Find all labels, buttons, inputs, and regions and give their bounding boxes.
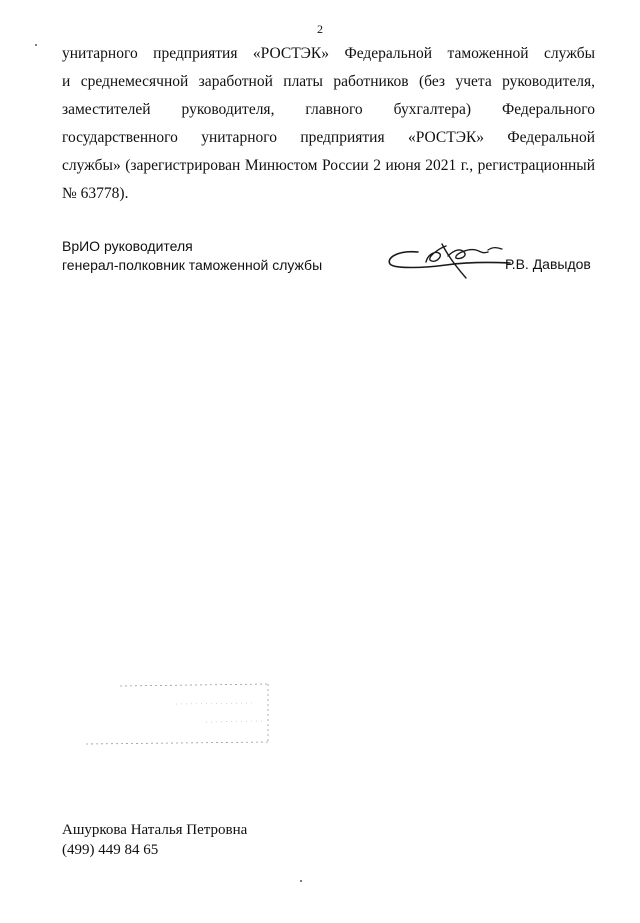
executor-block [62,820,247,860]
body-line: заместителей руководителя, главного бухгалтера) Федерального [62,101,595,118]
signatory-position: ВрИО руководителя [62,238,193,254]
body-line: унитарного предприятия «РОСТЭК» Федеральной таможенной службы [62,45,595,62]
signatory-rank: генерал-полковник таможенной службы [62,257,323,273]
body-line: № 63778). [62,185,129,202]
executor-name: Ашуркова Наталья Петровна [62,822,248,838]
body-line: и среднемесячной заработной платы работников (без учета руководителя, [62,73,595,90]
scan-speck [35,44,37,46]
page-number: 2 [317,22,323,36]
scan-speck [300,880,302,882]
body-line: службы» (зарегистрирован Минюстом России 2 июня 2021 г., регистрационный [62,157,595,174]
body-paragraph [62,40,595,208]
executor-phone: (499) 449 84 65 [62,842,159,858]
signatory-block [62,237,322,275]
handwritten-signature-icon [384,236,514,282]
body-line: государственного унитарного предприятия «РОСТЭК» Федеральной [62,129,595,146]
signatory-name: Р.В. Давыдов [505,256,591,272]
faded-stamp-box-icon [86,680,270,746]
